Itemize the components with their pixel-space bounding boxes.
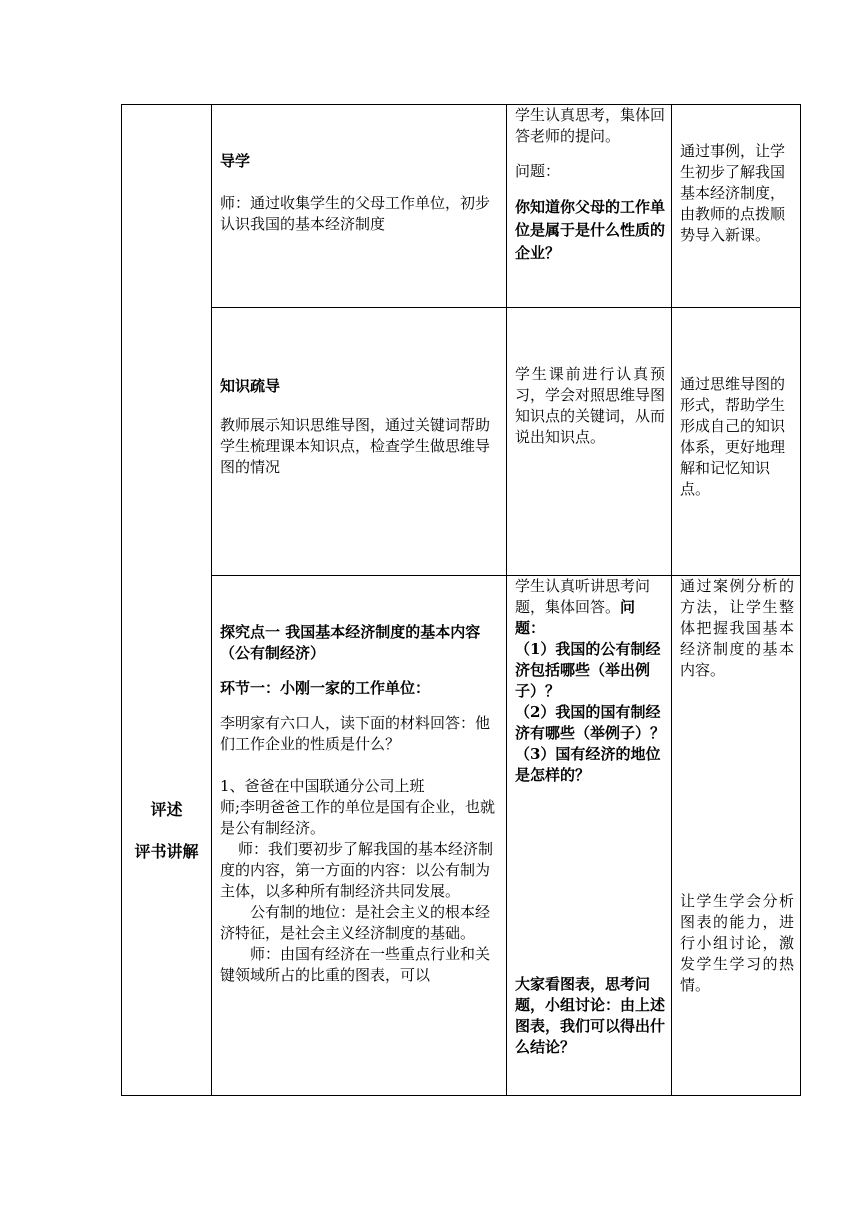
lesson-plan-table (121, 104, 801, 1096)
teacher-cell (212, 105, 507, 308)
stage-label-2: 评书讲解 (134, 841, 199, 861)
question-label: 问题： (515, 598, 636, 637)
table-row (122, 308, 801, 576)
intent-cell (672, 576, 801, 1096)
student-question: （3）国有经济的地位是怎样的？ (515, 745, 661, 784)
student-text: 学生认真听讲思考问题，集体回答。 (515, 577, 651, 616)
intent-text: 通过事例，让学生初步了解我国基本经济制度，由教师的点拨顺势导入新课。 (680, 142, 786, 244)
intent-text: 让学生学会分析图表的能力，进行小组讨论，激发学生学习的热情。 (680, 892, 794, 994)
intent-cell (672, 105, 801, 308)
section-title: 导学 (220, 152, 251, 170)
teacher-cell (212, 576, 507, 1096)
explore-title: 探究点一 我国基本经济制度的基本内容 (220, 623, 481, 641)
teacher-cell (212, 308, 507, 576)
student-text: 学生课前进行认真预习，学会对照思维导图知识点的关键词，从而说出知识点。 (515, 365, 666, 446)
question-label: 问题： (515, 162, 561, 180)
student-question: （2）我国的国有制经济有哪些（举例子）？ (515, 703, 666, 742)
student-question: 你知道你父母的工作单位是属于是什么性质的企业？ (515, 198, 666, 262)
item-text: 师;李明爸爸工作的单位是国有企业，也就是公有制经济。 (220, 798, 496, 837)
stage-cell (122, 105, 212, 1096)
discussion-prompt: 大家看图表，思考问题，小组讨论：由上述图表，我们可以得出什么结论？ (515, 975, 666, 1056)
table-row (122, 576, 801, 1096)
intent-text: 通过思维导图的形式，帮助学生形成自己的知识体系，更好地理解和记忆知识点。 (680, 375, 786, 498)
student-cell (507, 105, 672, 308)
student-text: 学生认真思考，集体回答老师的提问。 (515, 106, 666, 145)
paragraph-text: 师：我们要初步了解我国的基本经济制度的内容，第一方面的内容：以公有制为主体，以多种所有制经济共同发展。 (220, 840, 494, 900)
intent-text: 通过案例分析的方法，让学生整体把握我国基本经济制度的基本内容。 (680, 577, 794, 679)
paragraph-text: 公有制的地位：是社会主义的根本经济特征，是社会主义经济制度的基础。 (220, 903, 491, 942)
student-cell (507, 308, 672, 576)
explore-subtitle: （公有制经济） (220, 644, 326, 662)
paragraph-text: 师：由国有经济在一些重点行业和关键领域所占的比重的图表，可以 (220, 945, 491, 984)
stage-label-1: 评述 (150, 799, 183, 819)
teacher-text: 师：通过收集学生的父母工作单位，初步认识我国的基本经济制度 (220, 194, 491, 233)
student-cell (507, 576, 672, 1096)
link-title: 环节一：小刚一家的工作单位： (220, 679, 431, 697)
intent-cell (672, 308, 801, 576)
table-row (122, 105, 801, 308)
section-title: 知识疏导 (220, 377, 281, 395)
student-question: （1）我国的公有制经济包括哪些（举出例子）？ (515, 640, 661, 700)
item-text: 1、爸爸在中国联通分公司上班 (220, 777, 425, 795)
teacher-text: 教师展示知识思维导图，通过关键词帮助学生梳理课本知识点，检查学生做思维导图的情况 (220, 416, 491, 476)
material-text: 李明家有六口人，读下面的材料回答：他们工作企业的性质是什么？ (220, 714, 491, 753)
